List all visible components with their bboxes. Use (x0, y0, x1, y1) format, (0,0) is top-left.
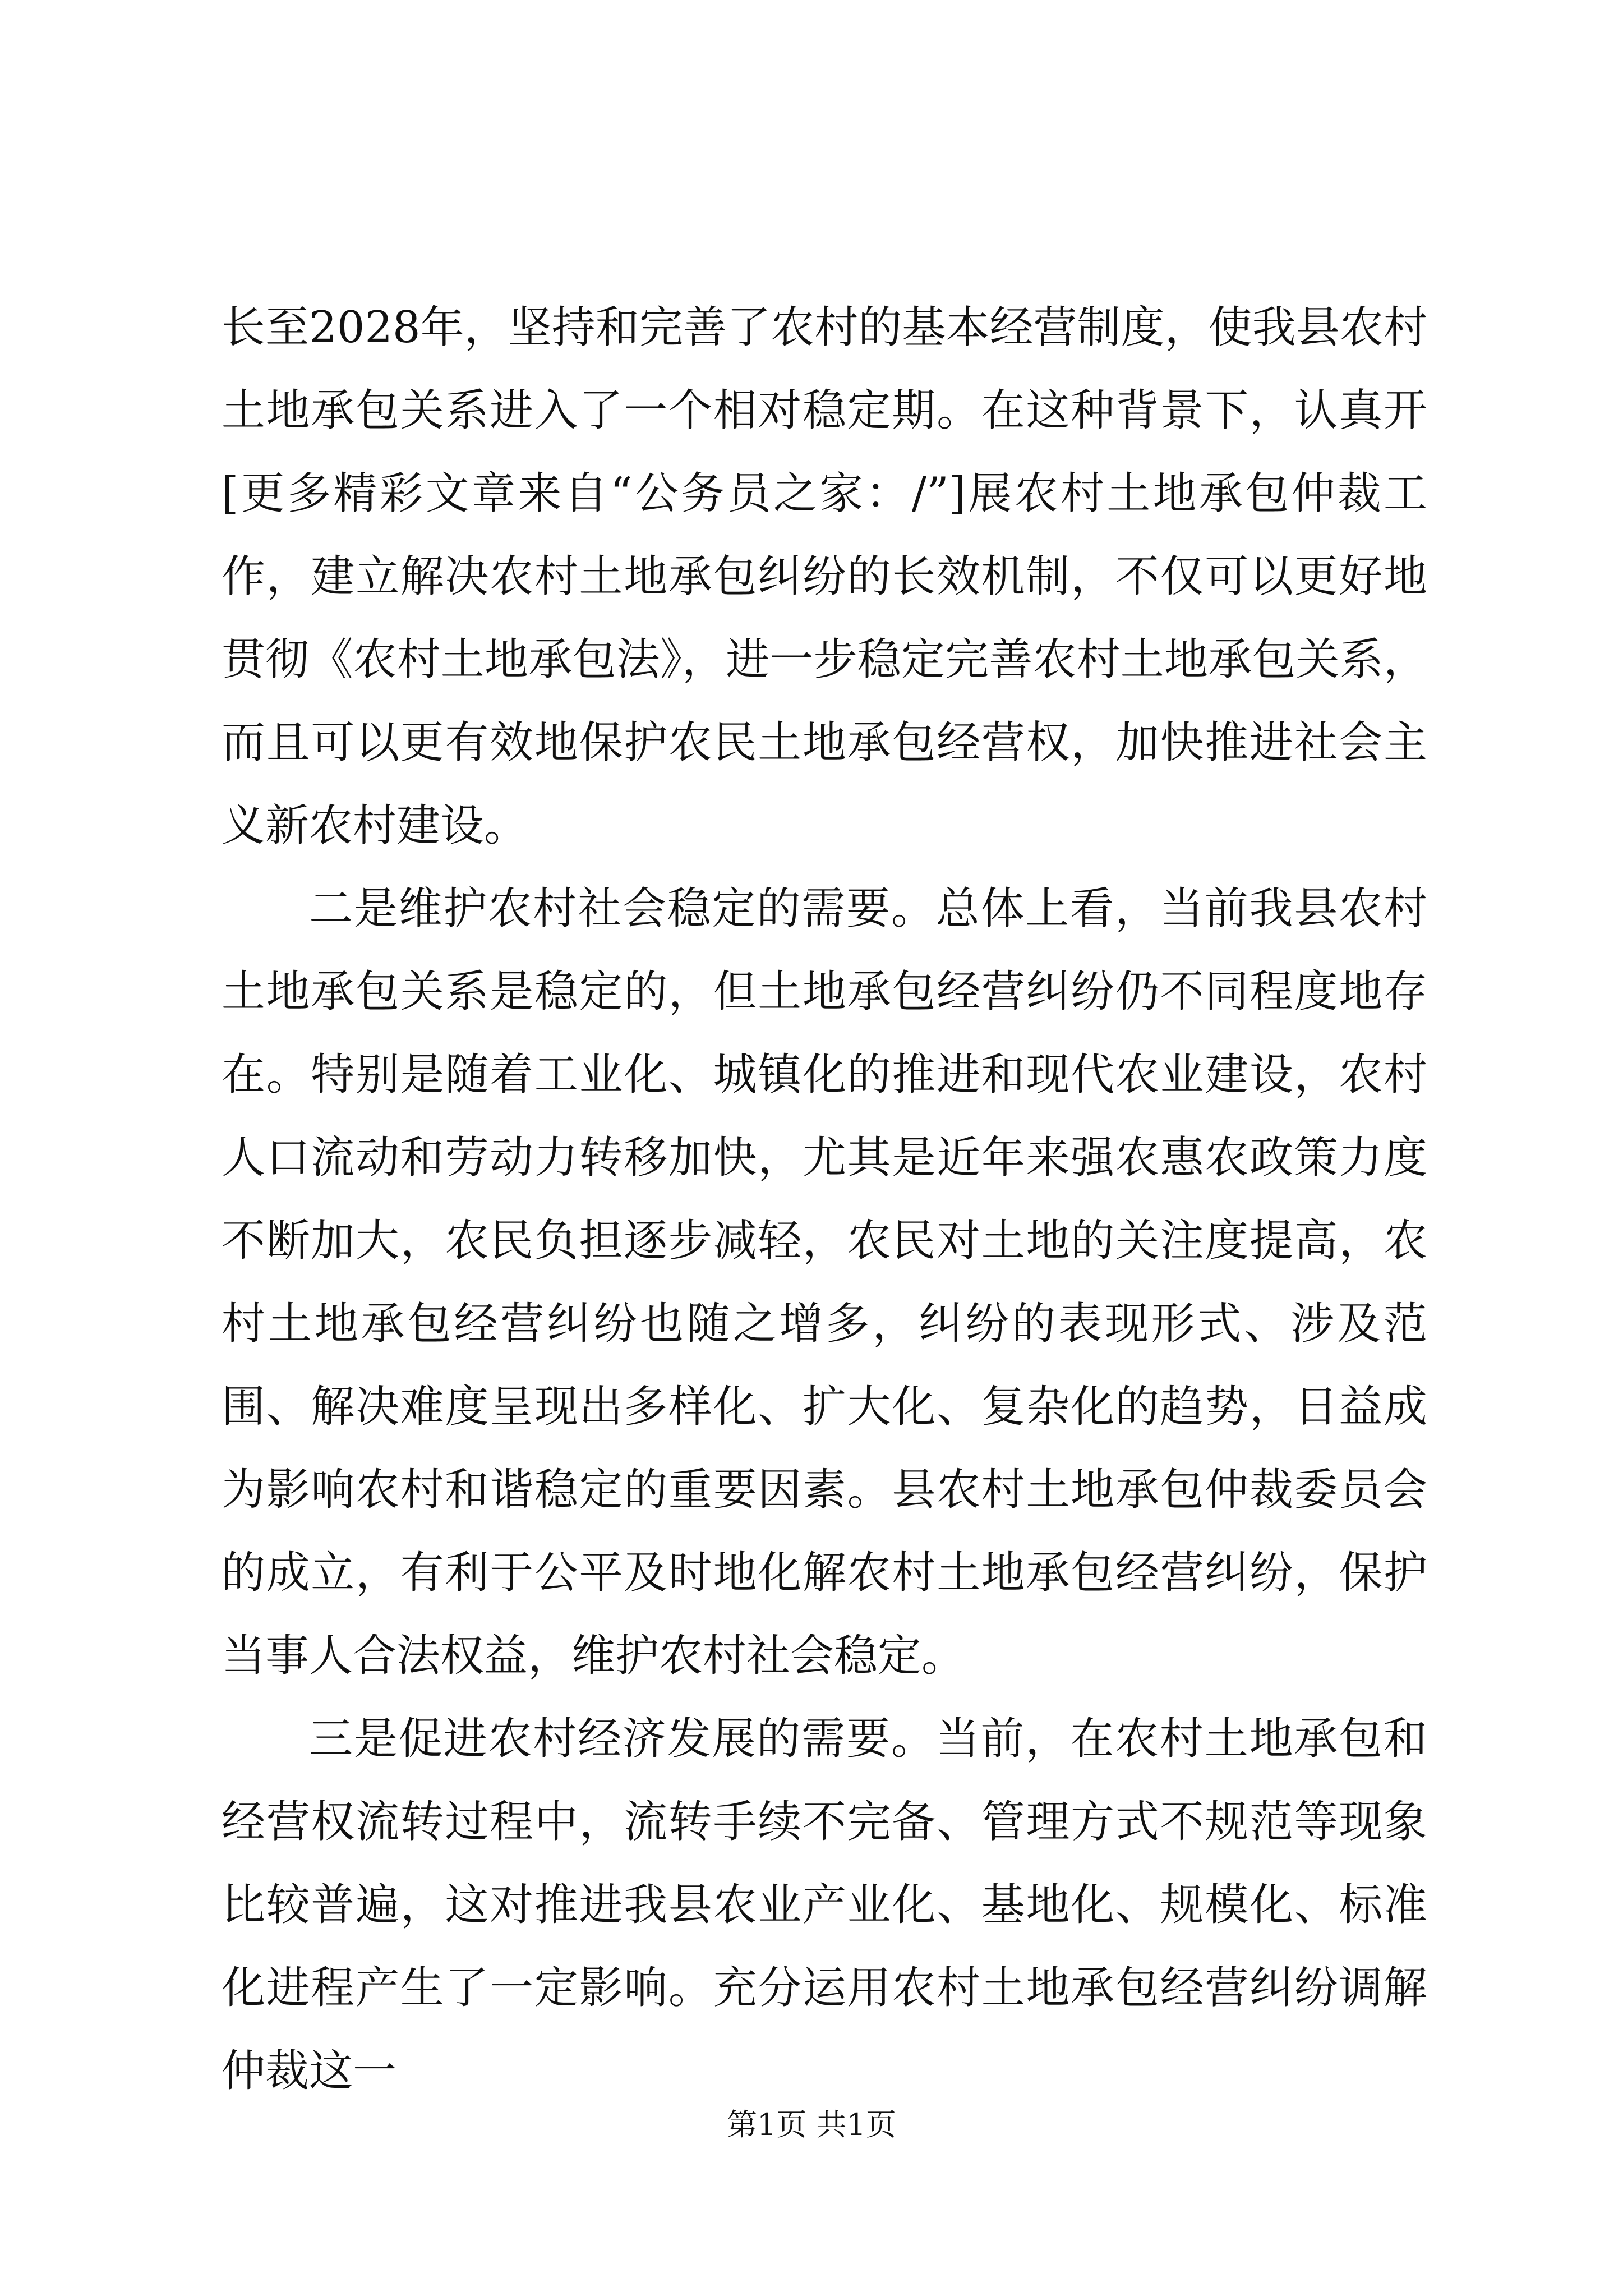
paragraph-3: 三是促进农村经济发展的需要。当前，在农村土地承包和经营权流转过程中，流转手续不完备、管理方式不规范等现象比较普遍，这对推进我县农业产业化、基地化、规模化、标准化进程产生了一定影响。充分运用农村土地承包经营纠纷调解仲裁这一 (222, 1714, 1427, 2096)
document-body (222, 286, 1427, 2113)
page-footer: 第1页 共1页 (727, 2107, 896, 2142)
paragraph-2: 二是维护农村社会稳定的需要。总体上看，当前我县农村土地承包关系是稳定的，但土地承包经营纠纷仍不同程度地存在。特别是随着工业化、城镇化的推进和现代农业建设，农村人口流动和劳动力转移加快，尤其是近年来强农惠农政策力度不断加大，农民负担逐步减轻，农民对土地的关注度提高，农村土地承包经营纠纷也随之增多，纠纷的表现形式、涉及范围、解决难度呈现出多样化、扩大化、复杂化的趋势，日益成为影响农村和谐稳定的重要因素。县农村土地承包仲裁委员会的成立，有利于公平及时地化解农村土地承包经营纠纷，保护当事人合法权益，维护农村社会稳定。 (222, 884, 1427, 1681)
paragraph-1: 长至2028年，坚持和完善了农村的基本经营制度，使我县农村土地承包关系进入了一个相对稳定期。在这种背景下，认真开[更多精彩文章来自“公务员之家：/”]展农村土地承包仲裁工作，建立解决农村土地承包纠纷的长效机制，不仅可以更好地贯彻《农村土地承包法》，进一步稳定完善农村土地承包关系，而且可以更有效地保护农民土地承包经营权，加快推进社会主义新农村建设。 (222, 302, 1427, 851)
